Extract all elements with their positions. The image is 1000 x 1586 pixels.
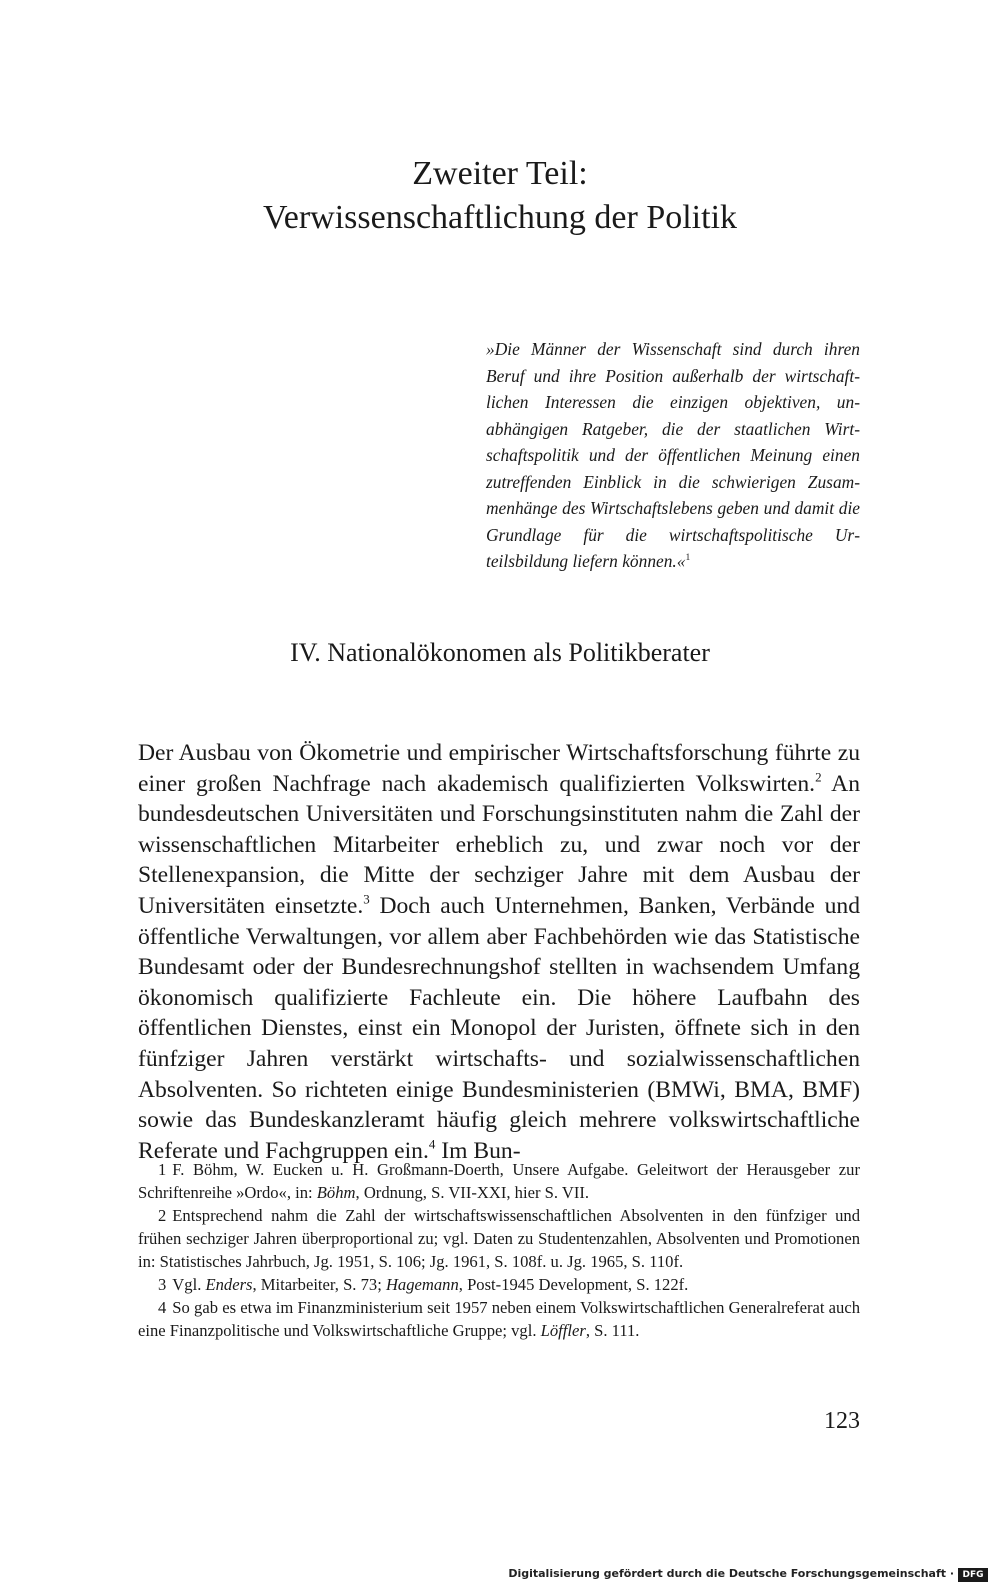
body-text-segment: Doch auch Unternehmen, Banken, Verbände und öffentliche Verwaltungen, vor allem aber Fachbehörden wie das Statistische Bundesamt oder der Bundesrechnungshof stellten in wachsendem Umfang ökonomisch qualifizierte Fachleute ein. Die höhere Laufbahn des öffentlichen Dienstes, einst ein Monopol der Juristen, öffnete sich in den fünfziger Jahren verstärkt wirtschafts- und sozialwissenschaftlichen Absolventen. So richteten einige Bundesministerien (BMWi, BMA, BMF) sowie das Bundeskanzleramt häufig gleich mehrere volkswirtschaftliche Referate und Fachgruppen ein. bbox=[138, 892, 861, 1164]
footnote-text: , Mitarbeiter, S. 73; bbox=[252, 1275, 386, 1294]
footnote-number: 1 bbox=[158, 1160, 167, 1179]
body-text-segment: An bundesdeutschen Universitäten und Forschungsinstituten nahm die Zahl der wissenschaftlichen Mitarbeiter erheblich zu, und zwar noch vor der Stellenexpansion, die Mitte der sechziger Jahre mit dem Ausbau der Universitäten einsetzte. bbox=[138, 770, 860, 919]
body-text-segment: Im Bun- bbox=[435, 1137, 521, 1164]
footnote-author-name: Enders bbox=[205, 1275, 253, 1294]
footnote-text: Vgl. bbox=[172, 1275, 206, 1294]
footnote-ref-4[interactable]: 4 bbox=[428, 1135, 436, 1151]
part-heading bbox=[100, 152, 900, 240]
epigraph-text: »Die Männer der Wissenschaft sind durch ihren Beruf und ihre Position außerhalb der wirtschaftlichen Interessen die einzigen objektiven, unabhängigen Ratgeber, die der staatlichen Wirtschaftspolitik und der öffentlichen Meinung einen zutreffenden Einblick in die schwierigen Zusammenhänge des Wirtschaftslebens geben und damit die Grundlage für die wirtschaftspolitische Urteilsbildung liefern können.« bbox=[486, 339, 860, 571]
footnote-ref-2[interactable]: 2 bbox=[815, 768, 822, 784]
chapter-heading: IV. Nationalökonomen als Politikberater bbox=[290, 638, 710, 667]
epigraph-quote bbox=[486, 336, 860, 575]
footnote-4 bbox=[138, 1296, 860, 1342]
part-heading-line-1: Zweiter Teil: bbox=[412, 155, 588, 192]
epigraph-footnote-ref[interactable]: 1 bbox=[685, 551, 691, 563]
footnote-ref-3[interactable]: 3 bbox=[363, 891, 370, 907]
footnote-text: F. Böhm, W. Eucken u. H. Großmann-Doerth, Unsere Aufgabe. Geleitwort der Herausgeber zur Schriftenreihe »Ordo«, in: bbox=[138, 1160, 860, 1202]
footnote-author-name: Hagemann bbox=[385, 1275, 459, 1294]
footnote-number: 4 bbox=[158, 1298, 167, 1317]
footnote-text: Entsprechend nahm die Zahl der wirtschaftswissenschaftlichen Absolventen in den fünfziger und frühen sechziger Jahren überproportional zu; vgl. Daten zu Studentenzahlen, Absolventen und Promotionen in: Statistisches Jahrbuch, Jg. 1951, S. 106; Jg. 1961, S. 108f. u. Jg. 1965, S. 110f. bbox=[138, 1206, 860, 1271]
footnote-number: 3 bbox=[158, 1275, 167, 1294]
footnote-2 bbox=[138, 1204, 860, 1273]
digitization-credit: Digitalisierung gefördert durch die Deutsche Forschungsgemeinschaft · bbox=[508, 1567, 954, 1580]
body-paragraph bbox=[138, 738, 860, 1166]
footnote-author-name: Böhm bbox=[316, 1183, 356, 1202]
footnote-text: , Post-1945 Development, S. 122f. bbox=[458, 1275, 689, 1294]
footnote-text: , Ordnung, S. VII-XXI, hier S. VII. bbox=[355, 1183, 590, 1202]
footnotes-block bbox=[138, 1158, 860, 1342]
part-heading-line-2: Verwissenschaftlichung der Politik bbox=[262, 199, 738, 236]
footnote-number: 2 bbox=[158, 1206, 167, 1225]
footnote-text: So gab es etwa im Finanzministerium seit 1957 neben einem Volkswirtschaftlichen Generalreferat auch eine Finanzpolitische und Volkswirtschaftliche Gruppe; vgl. bbox=[138, 1298, 860, 1340]
dfg-logo-icon: DFG bbox=[958, 1568, 988, 1582]
footnote-3 bbox=[138, 1273, 860, 1296]
footnote-text: , S. 111. bbox=[585, 1321, 640, 1340]
page-number: 123 bbox=[824, 1408, 860, 1434]
footnote-author-name: Löffler bbox=[540, 1321, 586, 1340]
footnote-1 bbox=[138, 1158, 860, 1204]
body-text-segment: Der Ausbau von Ökometrie und empirischer Wirtschaftsforschung führte zu einer großen Nachfrage nach akademisch qualifizierten Volkswirten. bbox=[138, 740, 860, 797]
